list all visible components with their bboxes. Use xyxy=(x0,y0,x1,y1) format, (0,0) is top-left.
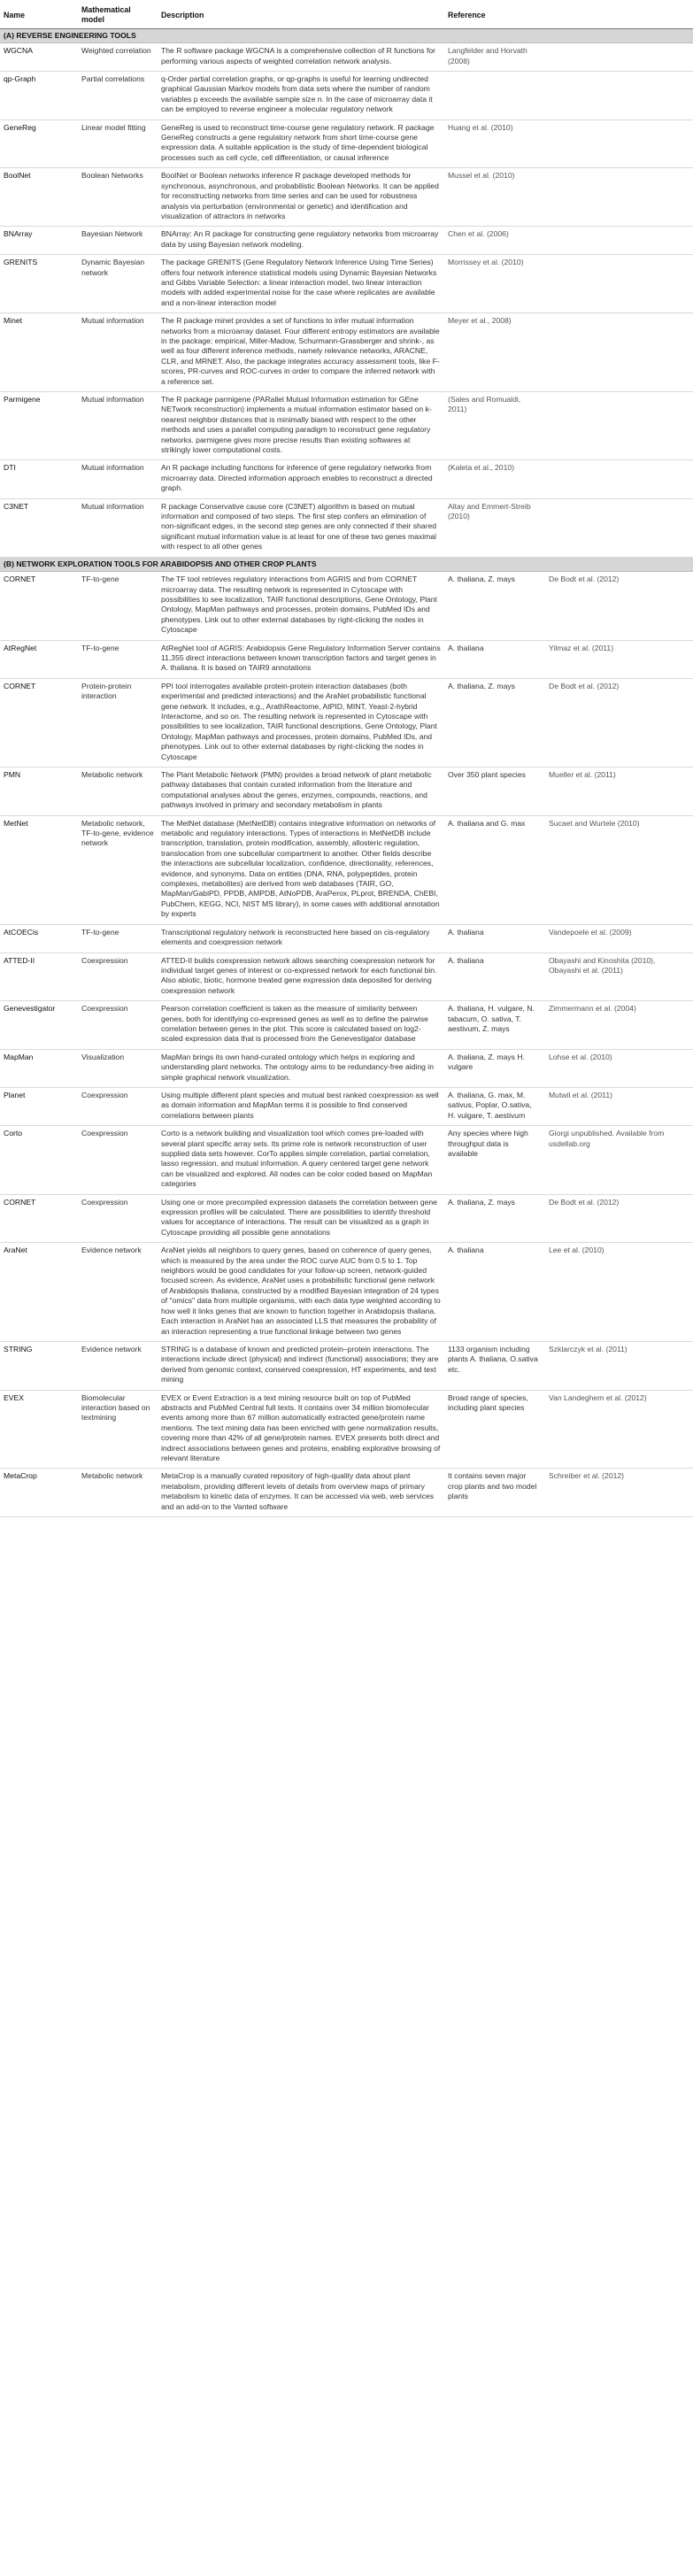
table-row xyxy=(0,168,693,227)
tool-reference-cell xyxy=(444,1390,693,1469)
tool-reference: Van Landeghem et al. (2012) xyxy=(549,1392,647,1402)
tool-name: C3NET xyxy=(0,498,78,557)
tool-reference-cell xyxy=(444,1341,693,1390)
tool-reference: Langfelder and Horvath (2008) xyxy=(448,46,527,66)
table-row xyxy=(0,1390,693,1469)
tool-reference: Sucaet and Wurtele (2010) xyxy=(549,818,640,828)
tool-name: BNArray xyxy=(0,227,78,255)
table-header-row xyxy=(0,4,693,28)
table-row xyxy=(0,1243,693,1342)
table-row xyxy=(0,1194,693,1243)
table-row xyxy=(0,460,693,498)
tool-name: MapMan xyxy=(0,1049,78,1087)
tool-model: Mutual information xyxy=(78,460,158,498)
tool-description: R package Conservative cause core (C3NET) algorithm is based on mutual information and composed of two steps. The first step confers an elimination of non-significant edges, in the second step genes are only connected if their shared significant mutual information value is at least for one of these two genes maximal with respect to all other genes xyxy=(158,498,444,557)
tool-reference: Meyer et al., 2008) xyxy=(448,316,512,326)
tool-reference-cell xyxy=(444,953,693,1001)
tool-name: MetaCrop xyxy=(0,1469,78,1517)
tool-description: The R package minet provides a set of functions to infer mutual information networks from a microarray dataset. Four different entropy estimators are available in the package: empirical, Miller-Madow, Schurmann-Grassberger and shrink-, as well as four different inference methods, namely relevance networks, ARACNE, CLR, and MRNET. Also, the package integrates accuracy assessment tools, like F-scores, PR-curves and ROC-curves in order to compare the inferred network with a reference set. xyxy=(158,313,444,392)
tool-model: Coexpression xyxy=(78,1087,158,1125)
tool-reference: Vandepoele et al. (2009) xyxy=(549,927,632,937)
tool-reference: Obayashi and Kinoshita (2010), Obayashi et al. (2011) xyxy=(549,955,656,975)
species-reference-grid xyxy=(448,1091,689,1121)
tool-description: The MetNet database (MetNetDB) contains integrative information on networks of metabolic and regulatory interactions. Types of interactions in MetNetDB include transcription, translation, protein modification, assembly, allosteric regulation, translocation from one subcellular compartment to another. Other fields describe the interactions are subcellular localization, confidence, directionality, references, evidence, and synonyms. Data on entities (DNA, RNA, polypeptides, protein complexes, metabolites) are derived from web databases (TAIR, GO, MapMan/GabiPD, PPDB, AMPDB, AtNoPDB, AraPerox, PLprot, BRENDA, ChEBI, PubChem, KEGG, NCI, NIST MS library), in some cases with additional annotation by experts xyxy=(158,815,444,924)
tool-reference-cell xyxy=(444,815,693,924)
tool-reference-cell xyxy=(444,255,693,313)
species-reference-grid xyxy=(448,1129,689,1159)
species-reference-grid xyxy=(448,770,689,780)
section-title: (B) NETWORK EXPLORATION TOOLS FOR ARABIDOPSIS AND OTHER CROP PLANTS xyxy=(0,557,693,571)
species-reference-grid xyxy=(448,956,689,976)
tool-name: Minet xyxy=(0,313,78,392)
tool-description: Corto is a network building and visualization tool which comes pre-loaded with several plant specific array sets. Its prime role is network reconstruction of user supplied data sets however. CorTo applies simple correlation, partial correlation, lasso regression, and mutual information. A query centered target gene network can be visualized and explored. All nodes can be color coded based on MapMan categories xyxy=(158,1126,444,1194)
tool-reference-cell xyxy=(444,1049,693,1087)
tool-model: Metabolic network xyxy=(78,767,158,816)
tool-reference-cell xyxy=(444,1001,693,1050)
tool-description: MapMan brings its own hand-curated ontology which helps in exploring and understanding plant networks. The ontology aims to be redundancy-free aiding in simple graphical network visualization. xyxy=(158,1049,444,1087)
tool-model: Partial correlations xyxy=(78,72,158,120)
tool-reference-cell xyxy=(444,767,693,816)
tool-reference: Szklarczyk et al. (2011) xyxy=(549,1344,628,1354)
tool-name: Genevestigator xyxy=(0,1001,78,1050)
table-row xyxy=(0,313,693,392)
species-reference-grid xyxy=(448,928,689,937)
header-name: Name xyxy=(0,4,78,28)
section-title: (A) REVERSE ENGINEERING TOOLS xyxy=(0,28,693,42)
tool-description: The R software package WGCNA is a comprehensive collection of R functions for performing various aspects of weighted correlation network analysis. xyxy=(158,43,444,72)
tool-name: AraNet xyxy=(0,1243,78,1342)
tool-species: A. thaliana xyxy=(448,1246,484,1255)
tool-name: GRENITS xyxy=(0,255,78,313)
section-header-row xyxy=(0,28,693,42)
tool-reference: Yilmaz et al. (2011) xyxy=(549,643,614,652)
tool-species: A. thaliana, Z. mays xyxy=(448,575,515,584)
species-reference-grid xyxy=(448,1393,689,1414)
tool-reference-cell xyxy=(444,1087,693,1125)
species-reference-grid xyxy=(448,1345,689,1375)
tool-reference: Giorgi unpublished. Available from usdellab.org xyxy=(549,1129,665,1148)
tool-reference-cell xyxy=(444,392,693,460)
tool-reference: (Sales and Romualdi, 2011) xyxy=(448,395,521,414)
tool-model: Boolean Networks xyxy=(78,168,158,227)
tool-reference: Altay and Emmert-Streib (2010) xyxy=(448,501,531,521)
tool-description: The Plant Metabolic Network (PMN) provides a broad network of plant metabolic pathway databases that contain curated information from the literature and computational analyses about the genes, enzymes, compounds, reactions, and pathways involved in primary and secondary metabolism in plants xyxy=(158,767,444,816)
tool-model: Coexpression xyxy=(78,1126,158,1194)
tool-reference: (Kaleta et al., 2010) xyxy=(448,463,515,473)
tool-description: Using multiple different plant species and mutual best ranked coexpression as well as domain information and MapMan terms it is possible to find conserved correlations between plants xyxy=(158,1087,444,1125)
table-row xyxy=(0,255,693,313)
tool-description: GeneReg is used to reconstruct time-course gene regulatory network. R package GeneReg constructs a gene regulatory network from short time-course gene expression data. A suitable application is the study of time-dependent biological processes such as cell cycle, cell differentiation, or causal inference xyxy=(158,120,444,168)
tools-table xyxy=(0,4,693,1517)
tool-name: DTI xyxy=(0,460,78,498)
header-model: Mathematical model xyxy=(78,4,158,28)
tool-reference-cell xyxy=(444,1469,693,1517)
species-reference-grid xyxy=(448,682,689,691)
tool-description: BNArray: An R package for constructing gene regulatory networks from microarray data by using Bayesian network modeling. xyxy=(158,227,444,255)
tool-species: Any species where high throughput data is available xyxy=(448,1129,528,1158)
tool-description: AraNet yields all neighbors to query genes, based on coherence of query genes, which is measured by the area under the ROC curve AUC from 0.5 to 1. Top neighbors would be good candidates for your follow-up screen, network-guided focused screen. As evidence, AraNet uses a probabilistic functional gene network of Arabidopsis thaliana, constructed by a modified Bayesian integration of 24 types of "omics" data from multiple organisms, with each data type weighted according to how well it links genes that are known to function together in Arabidopsis thaliana. Each interaction in AraNet has an associated LLS that measures the probability of an interaction representing a true functional linkage between two genes xyxy=(158,1243,444,1342)
tool-description: Using one or more precompiled expression datasets the correlation between gene expression profiles will be calculated. There are possibilities to identify threshold values for acceptance of interactions. The result can be visualized as a graph in Cytoscape providing all possible gene annotations xyxy=(158,1194,444,1243)
tool-description: The TF tool retrieves regulatory interactions from AGRIS and from CORNET microarray data. The resulting network is represented in Cytoscape with possibilities to see localization, TAIR functional descriptions, Gene Ontology, Plant Ontology, MapMan pathways and processes, protein domains, PubMed IDs and phenotypes. Link out to other external databases by right-clicking the nodes in Cytoscape xyxy=(158,572,444,640)
tool-model: TF-to-gene xyxy=(78,572,158,640)
tool-species: A. thaliana and G. max xyxy=(448,818,526,828)
tool-reference: Mussel et al. (2010) xyxy=(448,171,515,181)
tool-reference-cell xyxy=(444,313,693,392)
tool-model: Metabolic network xyxy=(78,1469,158,1517)
tool-name: WGCNA xyxy=(0,43,78,72)
tool-model: Weighted correlation xyxy=(78,43,158,72)
tool-reference-cell xyxy=(444,168,693,227)
tool-name: qp-Graph xyxy=(0,72,78,120)
tool-description: The R package parmigene (PARallel Mutual Information estimation for GEne NETwork reconstruction) implements a mutual information estimator based on k-nearest neighbor distances that is minimally biased with respect to the other methods and uses a parallel computing paradigm to reconstruct gene regulatory networks. parmigene gives more precise results than existing softwares at strikingly lower computational costs. xyxy=(158,392,444,460)
table-row xyxy=(0,1341,693,1390)
tool-model: Mutual information xyxy=(78,498,158,557)
tool-reference-cell xyxy=(444,572,693,640)
tool-model: TF-to-gene xyxy=(78,640,158,678)
tool-species: Broad range of species, including plant species xyxy=(448,1392,528,1412)
tool-reference-cell xyxy=(444,924,693,953)
tool-name: BoolNet xyxy=(0,168,78,227)
table-row xyxy=(0,640,693,678)
tool-reference: Mutwil et al. (2011) xyxy=(549,1090,612,1099)
tool-description: BoolNet or Boolean networks inference R package developed methods for synchronous, asynchronous, and probabilistic Boolean Networks. It can be applied for reconstructing networks from time series and can be used for robustness analysis via perturbation (environmental or genetic) and identification and visualization of attractors in networks xyxy=(158,168,444,227)
tool-model: TF-to-gene xyxy=(78,924,158,953)
tool-name: Parmigene xyxy=(0,392,78,460)
table-row xyxy=(0,953,693,1001)
tool-species: A. thaliana, Z. mays H. vulgare xyxy=(448,1052,525,1072)
tool-description: STRING is a database of known and predicted protein–protein interactions. The interactions include direct (physical) and indirect (functional) associations; they are derived from genomic context, conserved coexpression, HT experiments, and text mining xyxy=(158,1341,444,1390)
tool-model: Metabolic network, TF-to-gene, evidence network xyxy=(78,815,158,924)
tool-description: Transcriptional regulatory network is reconstructed here based on cis-regulatory elements and coexpression network xyxy=(158,924,444,953)
table-row xyxy=(0,1049,693,1087)
table-row xyxy=(0,1087,693,1125)
tool-reference-cell xyxy=(444,227,693,255)
tool-species: Over 350 plant species xyxy=(448,770,526,779)
table-row xyxy=(0,1126,693,1194)
table-row xyxy=(0,815,693,924)
tool-reference-cell xyxy=(444,120,693,168)
tool-reference: Lohse et al. (2010) xyxy=(549,1052,612,1061)
tool-name: MetNet xyxy=(0,815,78,924)
tool-description: Pearson correlation coefficient is taken as the measure of similarity between genes, both for identifying co-expressed genes as well as to define the pairwise correlation between genes in the plot. This score is calculated based on log2-scaled expression data that is processed from the Genevestigator database xyxy=(158,1001,444,1050)
table-row xyxy=(0,227,693,255)
tool-reference-cell xyxy=(444,43,693,72)
tool-name: CORNET xyxy=(0,678,78,767)
tool-reference: Morrissey et al. (2010) xyxy=(448,258,524,267)
tool-species: A. thaliana, Z. mays xyxy=(448,681,515,690)
species-reference-grid xyxy=(448,819,689,829)
header-description: Description xyxy=(158,4,444,28)
tool-reference: Zimmermann et al. (2004) xyxy=(549,1004,636,1014)
tool-model: Coexpression xyxy=(78,953,158,1001)
tool-model: Evidence network xyxy=(78,1243,158,1342)
table-row xyxy=(0,43,693,72)
tool-model: Protein-protein interaction xyxy=(78,678,158,767)
tool-name: GeneReg xyxy=(0,120,78,168)
species-reference-grid xyxy=(448,1004,689,1034)
section-header-row xyxy=(0,557,693,571)
tool-species: A. thaliana xyxy=(448,643,484,652)
tool-model: Biomolecular interaction based on textmining xyxy=(78,1390,158,1469)
tool-reference-cell xyxy=(444,498,693,557)
tool-reference-cell xyxy=(444,1243,693,1342)
tool-name: AtRegNet xyxy=(0,640,78,678)
tool-name: Planet xyxy=(0,1087,78,1125)
tool-model: Mutual information xyxy=(78,313,158,392)
species-reference-grid xyxy=(448,1246,689,1255)
tool-description: q-Order partial correlation graphs, or qp-graphs is useful for learning undirected graphical Gaussian Markov models from data sets where the number of random variables p exceeds the available sample size n. In the case of microarray data it can be employed to reverse engineer a molecular regulatory network xyxy=(158,72,444,120)
table-row xyxy=(0,392,693,460)
tool-name: ATTED-II xyxy=(0,953,78,1001)
tool-species: It contains seven major crop plants and two model plants xyxy=(448,1471,537,1501)
table-row xyxy=(0,572,693,640)
tool-description: The package GRENITS (Gene Regulatory Network Inference Using Time Series) offers four network inference statistical models using Dynamic Bayesian Networks and Gibbs Variable Selection: a linear interaction model, two linear interaction models with added experimental noise for the case where replicates are available and a non-linear interaction model xyxy=(158,255,444,313)
tool-name: Corto xyxy=(0,1126,78,1194)
tool-model: Dynamic Bayesian network xyxy=(78,255,158,313)
tool-reference: Huang et al. (2010) xyxy=(448,122,513,132)
tool-description: EVEX or Event Extraction is a text mining resource built on top of PubMed abstracts and PubMed Central full texts. It contains over 34 million biomolecular events among more than 67 million automatically extracted gene/protein name mentions. The text mining data has been enriched with gene normalization results, covering more than 42% of all gene/protein names. EVEX presents both direct and indirect associations between genes and proteins, enabling explorative browsing of relevant literature xyxy=(158,1390,444,1469)
tool-reference: Schreiber et al. (2012) xyxy=(549,1471,625,1481)
table-row xyxy=(0,498,693,557)
tool-species: A. thaliana, H. vulgare, N. tabacum, O. sativa, T. aestivum, Z. mays xyxy=(448,1004,535,1033)
tool-model: Linear model fitting xyxy=(78,120,158,168)
table-row xyxy=(0,924,693,953)
tool-description: PPI tool interrogates available protein-protein interaction databases (both experimental and predicted interactions) and the AraNet probabilistic functional gene network. It includes, e.g., ArathReactome, AtPID, MINT, Yeast-2-hybrid Interactome, and so on. The resulting network is represented in Cytoscape with possibilities to see localization, TAIR functional descriptions, Gene Ontology, Plant Ontology, MapMan pathways and processes, protein domains, PubMed IDs, and phenotypes. Link out to other external databases by right-clicking the nodes in Cytoscape xyxy=(158,678,444,767)
species-reference-grid xyxy=(448,1471,689,1501)
tool-model: Coexpression xyxy=(78,1001,158,1050)
tool-reference: Mueller et al. (2011) xyxy=(549,770,616,779)
table-row xyxy=(0,72,693,120)
species-reference-grid xyxy=(448,1053,689,1073)
tool-name: CORNET xyxy=(0,572,78,640)
table-row xyxy=(0,120,693,168)
tool-reference-cell xyxy=(444,460,693,498)
tool-model: Bayesian Network xyxy=(78,227,158,255)
tool-model: Evidence network xyxy=(78,1341,158,1390)
tool-species: A. thaliana xyxy=(448,955,484,965)
tool-reference: De Bodt et al. (2012) xyxy=(549,1197,620,1207)
tool-name: AtCOECis xyxy=(0,924,78,953)
tool-reference-cell xyxy=(444,640,693,678)
tool-reference: Chen et al. (2006) xyxy=(448,229,509,239)
tool-reference-cell xyxy=(444,72,693,120)
tool-description: AtRegNet tool of AGRIS: Arabidopsis Gene Regulatory Information Server contains 11,355 direct interactions between known transcription factors and target genes in A. thaliana. It is based on TAIR9 annotations xyxy=(158,640,444,678)
tool-description: ATTED-II builds coexpression network allows searching coexpression network for individual target genes of interest or co-expressed network for each functional bin. Also abiotic, biotic, hormone treated gene expression data deposited for deriving coexpression network xyxy=(158,953,444,1001)
tool-reference-cell xyxy=(444,1194,693,1243)
species-reference-grid xyxy=(448,644,689,653)
tool-reference: De Bodt et al. (2012) xyxy=(549,575,620,584)
table-row xyxy=(0,1469,693,1517)
table-row xyxy=(0,767,693,816)
tool-name: STRING xyxy=(0,1341,78,1390)
tool-name: CORNET xyxy=(0,1194,78,1243)
table-body xyxy=(0,28,693,1516)
tool-name: EVEX xyxy=(0,1390,78,1469)
tool-species: A. thaliana, G. max, M. sativus, Poplar, O.sativa, H. vulgare, T. aestivum xyxy=(448,1090,532,1120)
tool-species: 1133 organism including plants A. thaliana, O.sativa etc. xyxy=(448,1344,538,1374)
tool-description: An R package including functions for inference of gene regulatory networks from microarray data. Directed information approach enables to reconstruct a directed graph. xyxy=(158,460,444,498)
tool-model: Mutual information xyxy=(78,392,158,460)
tool-reference: De Bodt et al. (2012) xyxy=(549,681,620,690)
tool-species: A. thaliana, Z. mays xyxy=(448,1197,515,1207)
tool-reference-cell xyxy=(444,678,693,767)
header-reference: Reference xyxy=(444,4,693,28)
species-reference-grid xyxy=(448,1198,689,1207)
tool-species: A. thaliana xyxy=(448,927,484,937)
tool-model: Visualization xyxy=(78,1049,158,1087)
tool-description: MetaCrop is a manually curated repository of high-quality data about plant metabolism, providing different levels of details from overview maps of primary metabolism to kinetic data of enzymes. It can be accessed via web, web services and an add-on to the Vanted software xyxy=(158,1469,444,1517)
species-reference-grid xyxy=(448,575,689,584)
tool-name: PMN xyxy=(0,767,78,816)
tool-model: Coexpression xyxy=(78,1194,158,1243)
tool-reference: Lee et al. (2010) xyxy=(549,1246,604,1255)
tool-reference-cell xyxy=(444,1126,693,1194)
table-row xyxy=(0,1001,693,1050)
table-row xyxy=(0,678,693,767)
